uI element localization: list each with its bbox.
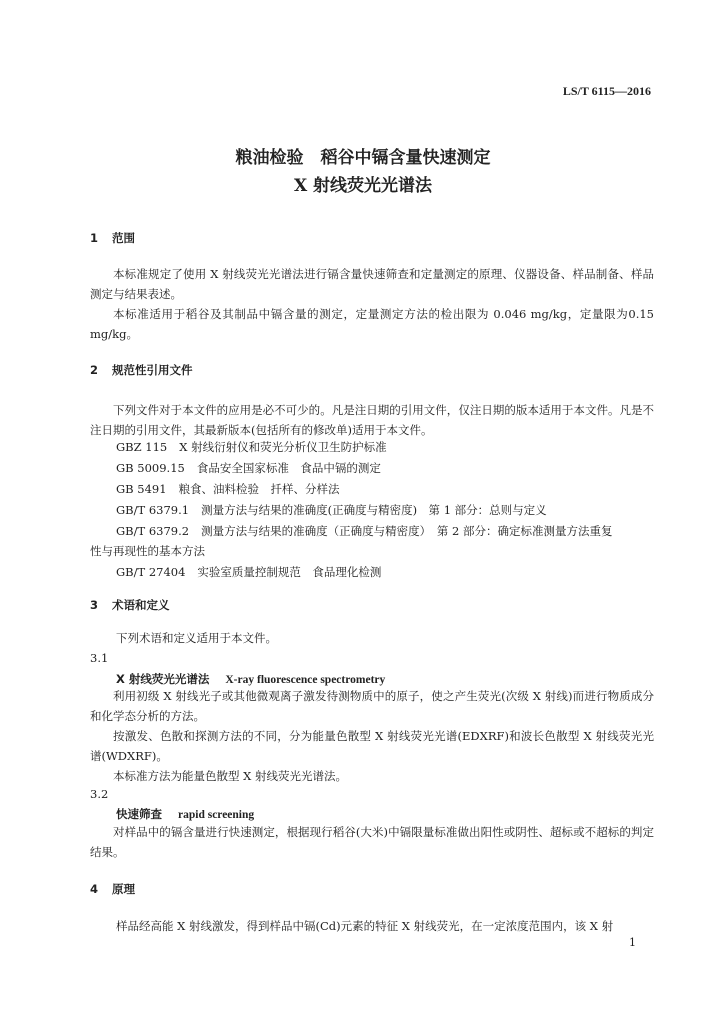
document-subtitle: X 射线荧光光谱法: [293, 176, 433, 196]
paragraph: 本标准适用于稻谷及其制品中镉含量的测定，定量测定方法的检出限为 0.046 mg/kg，定量限为0.15 mg/kg。: [90, 307, 654, 341]
reference-code: GB/T 6379.2: [116, 524, 190, 538]
term-english: rapid screening: [178, 809, 255, 821]
term-english: X-ray fluorescence spectrometry: [225, 674, 386, 686]
reference-item: [116, 523, 612, 539]
term-chinese: X 射线荧光光谱法: [116, 672, 210, 686]
paragraph: 对样品中的镉含量进行快速测定，根据现行稻谷(大米)中镉限量标准做出阳性或阴性、超标或不超标的判定结果。: [90, 825, 654, 859]
section-title: 规范性引用文件: [112, 363, 193, 377]
paragraph: 本标准规定了使用 X 射线荧光光谱法进行镉含量快速筛查和定量测定的原理、仪器设备、样品制备、样品测定与结果表述。: [90, 267, 654, 301]
reference-item: [116, 481, 340, 497]
reference-code: GB/T 6379.1: [116, 503, 190, 517]
term-heading: [116, 671, 385, 687]
reference-item: [116, 460, 381, 476]
section-2-intro: [90, 400, 654, 440]
term-number: 3.2: [90, 787, 109, 801]
section-number: 4: [90, 882, 99, 896]
reference-title: 测量方法与结果的准确度(正确度与精密度) 第 1 部分：总则与定义: [201, 503, 547, 517]
reference-title: 实验室质量控制规范 食品理化检测: [197, 565, 382, 579]
page-number: 1: [629, 936, 636, 949]
term-chinese: 快速筛查: [116, 807, 162, 821]
reference-code: GBZ 115: [116, 440, 168, 454]
term-number: 3.1: [90, 651, 109, 665]
section-title: 范围: [112, 231, 135, 245]
section-3-heading: [90, 597, 170, 613]
reference-code: GB 5491: [116, 482, 167, 496]
section-2-heading: [90, 362, 193, 378]
reference-title: 粮食、油料检验 扦样、分样法: [178, 482, 340, 496]
paragraph: 下列文件对于本文件的应用是必不可少的。凡是注日期的引用文件，仅注日期的版本适用于本文件。凡是不注日期的引用文件，其最新版本(包括所有的修改单)适用于本文件。: [90, 403, 654, 437]
section-4-body: 样品经高能 X 射线激发，得到样品中镉(Cd)元素的特征 X 射线荧光，在一定浓度范围内，该 X 射: [116, 919, 614, 933]
reference-title: X 射线衍射仪和荧光分析仪卫生防护标准: [179, 440, 387, 454]
section-number: 2: [90, 363, 99, 377]
section-1-body: [90, 264, 654, 344]
reference-title: 测量方法与结果的准确度（正确度与精密度） 第 2 部分：确定标准测量方法重复: [201, 524, 613, 538]
paragraph: 利用初级 X 射线光子或其他微观离子激发待测物质中的原子，使之产生荧光(次级 X 射线)而进行物质成分和化学态分析的方法。: [90, 689, 654, 723]
reference-item: [116, 564, 381, 580]
section-number: 1: [90, 231, 99, 245]
reference-item: [116, 439, 387, 455]
term-heading: [116, 806, 254, 822]
paragraph: 本标准方法为能量色散型 X 射线荧光光谱法。: [113, 769, 347, 783]
reference-code: GB 5009.15: [116, 461, 185, 475]
term-definition: [90, 822, 654, 862]
section-number: 3: [90, 598, 99, 612]
reference-continuation: 性与再现性的基本方法: [90, 544, 205, 558]
document-title: 粮油检验 稻谷中镉含量快速测定: [235, 148, 491, 168]
section-4-heading: [90, 881, 135, 897]
term-definition: [90, 686, 654, 786]
reference-item: [116, 502, 547, 518]
section-title: 原理: [112, 882, 135, 896]
section-3-intro: 下列术语和定义适用于本文件。: [116, 631, 277, 645]
reference-code: GB/T 27404: [116, 565, 186, 579]
section-title: 术语和定义: [112, 598, 170, 612]
reference-title: 食品安全国家标准 食品中镉的测定: [196, 461, 381, 475]
section-1-heading: [90, 230, 135, 246]
standard-code: LS/T 6115—2016: [562, 84, 651, 98]
paragraph: 按激发、色散和探测方法的不同，分为能量色散型 X 射线荧光光谱(EDXRF)和波长色散型 X 射线荧光光谱(WDXRF)。: [90, 729, 654, 763]
